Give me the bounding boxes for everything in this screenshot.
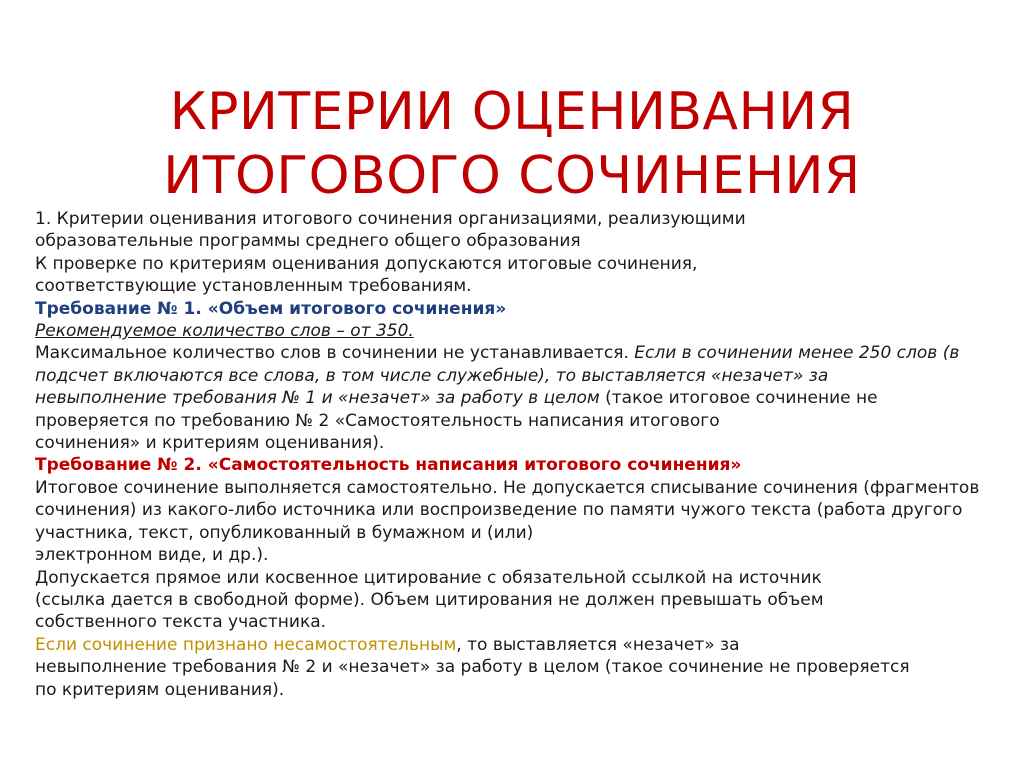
body-line: К проверке по критериям оценивания допускаются итоговые сочинения, — [35, 253, 698, 274]
slide-title — [0, 80, 1024, 208]
body-line: Итоговое сочинение выполняется самостоятельно. Не допускается списывание сочинения (фрагментов — [35, 477, 980, 498]
requirement-2-heading: Требование № 2. «Самостоятельность написания итогового сочинения» — [35, 455, 742, 476]
body-line: по критериям оценивания). — [35, 679, 285, 700]
slide-body — [35, 208, 995, 701]
body-line — [35, 342, 995, 364]
body-line: 1. Критерии оценивания итогового сочинения организациями, реализующими — [35, 209, 746, 229]
body-line: Допускается прямое или косвенное цитирование с обязательной ссылкой на источник — [35, 567, 822, 588]
body-line: образовательные программы среднего общего образования — [35, 231, 581, 252]
body-line: сочинения» и критериям оценивания). — [35, 433, 385, 454]
body-line: собственного текста участника. — [35, 612, 327, 633]
requirement-1-recommendation: Рекомендуемое количество слов – от 350. — [35, 321, 414, 342]
body-line: проверяется по требованию № 2 «Самостоятельность написания итогового — [35, 410, 720, 431]
body-text-italic: Если в сочинении менее 250 слов (в — [634, 343, 960, 364]
body-line: подсчет включаются все слова, в том числе служебные), то выставляется «незачет» за — [35, 365, 829, 386]
title-line-2: ИТОГОВОГО СОЧИНЕНИЯ — [163, 146, 861, 206]
requirement-1-heading: Требование № 1. «Объем итогового сочинения» — [35, 298, 507, 319]
highlight-text: Если сочинение признано несамостоятельным — [35, 634, 457, 655]
body-text: Максимальное количество слов в сочинении не устанавливается. — [35, 343, 635, 364]
body-text: , то выставляется «незачет» за — [456, 634, 740, 655]
body-line: невыполнение требования № 2 и «незачет» за работу в целом (такое сочинение не проверяется — [35, 657, 910, 678]
body-line — [35, 634, 995, 656]
body-line — [35, 387, 995, 409]
body-line: (ссылка дается в свободной форме). Объем цитирования не должен превышать объем — [35, 589, 824, 610]
body-line: сочинения) из какого-либо источника или воспроизведение по памяти чужого текста (работа другого — [35, 500, 963, 521]
body-line: электронном виде, и др.). — [35, 545, 269, 566]
body-line: участника, текст, опубликованный в бумажном и (или) — [35, 522, 534, 543]
body-text: (такое итоговое сочинение не — [599, 388, 878, 409]
title-line-1: КРИТЕРИИ ОЦЕНИВАНИЯ — [169, 82, 855, 142]
body-text-italic: невыполнение требования № 1 и «незачет» за работу в целом — [35, 388, 600, 409]
body-line: соответствующие установленным требованиям. — [35, 276, 472, 297]
